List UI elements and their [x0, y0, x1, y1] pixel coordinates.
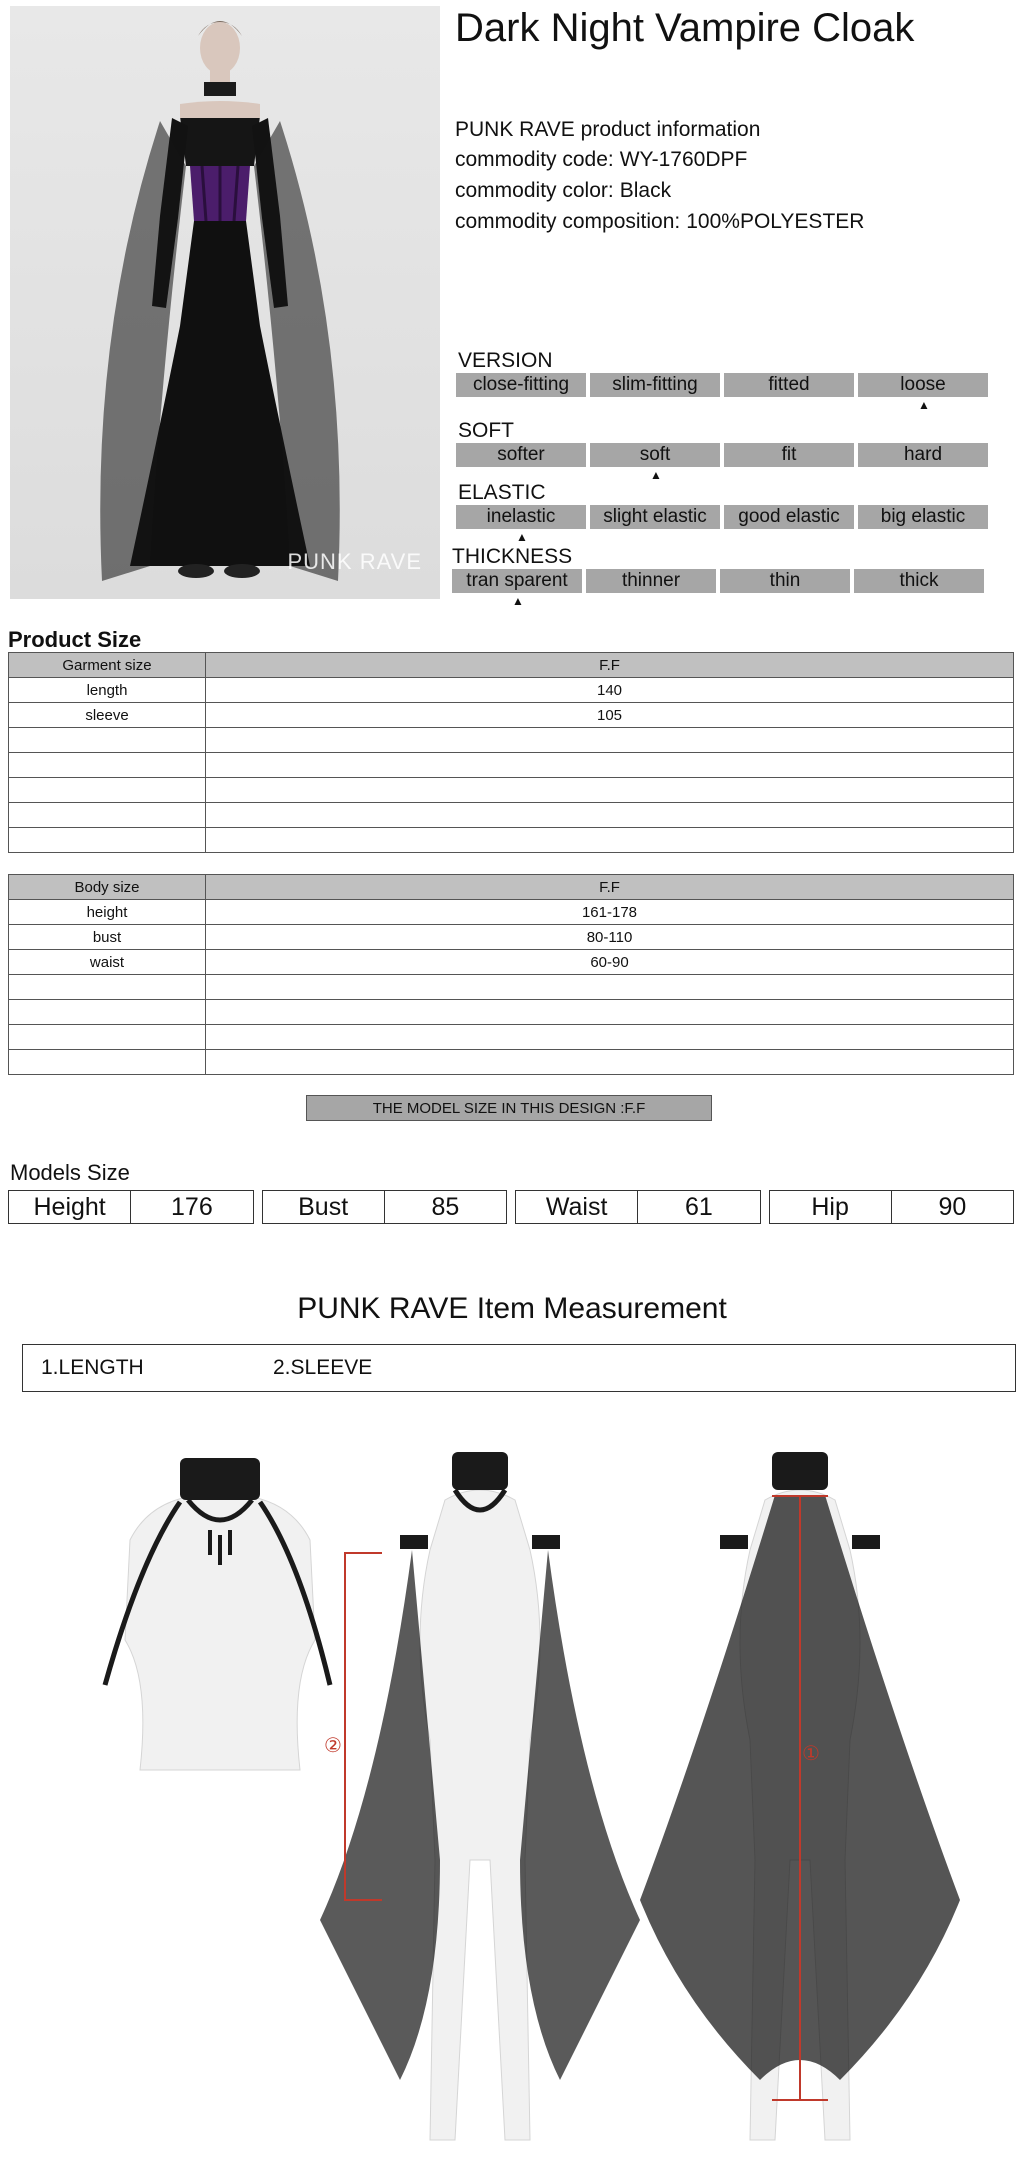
model-measure-value: 85	[384, 1191, 506, 1223]
table-cell: height	[9, 900, 206, 925]
soft-option: hard	[858, 443, 988, 467]
table-row	[9, 925, 1014, 950]
soft-selected-marker: ▲	[650, 468, 662, 482]
model-measure-value: 90	[891, 1191, 1013, 1223]
thickness-option: tran sparent	[452, 569, 582, 593]
mannequin-back-cloak	[640, 1452, 960, 2140]
product-title: Dark Night Vampire Cloak	[455, 6, 915, 50]
info-heading: PUNK RAVE product information	[455, 118, 761, 141]
commodity-code	[455, 148, 747, 172]
mannequin-front-cloak	[320, 1452, 640, 2140]
photo-watermark: PUNK RAVE	[287, 549, 422, 574]
version-option: loose	[858, 373, 988, 397]
table-row	[9, 753, 1014, 778]
thickness-selected-marker: ▲	[512, 594, 524, 608]
model-size-note: THE MODEL SIZE IN THIS DESIGN :F.F	[306, 1095, 712, 1121]
table-row	[9, 900, 1014, 925]
measurement-item-length: 1.LENGTH	[41, 1356, 144, 1379]
table-cell	[9, 728, 206, 753]
commodity-composition-value: 100%POLYESTER	[686, 210, 865, 233]
table-cell: 105	[206, 703, 1014, 728]
table-cell: 60-90	[206, 950, 1014, 975]
soft-label: SOFT	[458, 419, 514, 442]
soft-option: fit	[724, 443, 854, 467]
table-cell	[9, 828, 206, 853]
model-measure-label: Hip	[811, 1192, 849, 1221]
commodity-code-value: WY-1760DPF	[619, 148, 748, 171]
body-size-table	[8, 874, 1014, 1075]
model-measure-label: Waist	[545, 1192, 608, 1221]
elastic-option: good elastic	[724, 505, 854, 529]
table-cell	[9, 753, 206, 778]
elastic-option: inelastic	[456, 505, 586, 529]
product-size-title: Product Size	[8, 627, 142, 652]
thickness-option: thinner	[586, 569, 716, 593]
table-header-cell: Body size	[9, 875, 206, 900]
elastic-option: slight elastic	[590, 505, 720, 529]
version-scale	[456, 373, 988, 397]
table-cell	[206, 753, 1014, 778]
commodity-color	[455, 179, 671, 203]
thickness-option: thin	[720, 569, 850, 593]
mannequin-drawings	[60, 1440, 990, 2160]
commodity-color-value: Black	[619, 179, 672, 202]
garment-size-table	[8, 652, 1014, 853]
table-row	[9, 703, 1014, 728]
table-header-cell: F.F	[206, 653, 1014, 678]
table-row	[9, 1000, 1014, 1025]
table-header-cell: F.F	[206, 875, 1014, 900]
table-cell: waist	[9, 950, 206, 975]
elastic-option: big elastic	[858, 505, 988, 529]
soft-scale	[456, 443, 988, 467]
model-measure-label: Height	[33, 1192, 106, 1221]
table-header-row	[9, 875, 1014, 900]
model-measure-value: 176	[130, 1191, 252, 1223]
table-header-cell: Garment size	[9, 653, 206, 678]
table-row	[9, 678, 1014, 703]
table-row	[9, 1025, 1014, 1050]
version-option: fitted	[724, 373, 854, 397]
table-cell	[9, 778, 206, 803]
model-measure-value: 61	[637, 1191, 759, 1223]
table-row	[9, 778, 1014, 803]
table-cell: length	[9, 678, 206, 703]
table-cell	[9, 803, 206, 828]
soft-option: soft	[590, 443, 720, 467]
table-cell	[9, 1050, 206, 1075]
elastic-scale	[456, 505, 988, 529]
table-row	[9, 803, 1014, 828]
thickness-scale	[452, 569, 984, 593]
table-cell	[206, 728, 1014, 753]
table-row	[9, 728, 1014, 753]
commodity-code-label: commodity code:	[455, 148, 614, 171]
table-cell	[206, 828, 1014, 853]
soft-option: softer	[456, 443, 586, 467]
mannequin-front-accessory	[105, 1458, 330, 1770]
table-cell	[9, 975, 206, 1000]
model-measure-label: Bust	[298, 1192, 349, 1221]
table-cell	[9, 1025, 206, 1050]
version-selected-marker: ▲	[918, 398, 930, 412]
table-row	[9, 1050, 1014, 1075]
table-cell	[206, 778, 1014, 803]
commodity-composition-label: commodity composition:	[455, 210, 681, 233]
measurement-title: PUNK RAVE Item Measurement	[297, 1292, 727, 1325]
measure-marker-1: ①	[802, 1741, 820, 1765]
table-cell	[206, 1050, 1014, 1075]
measurement-illustration	[60, 1440, 990, 2160]
table-row	[9, 975, 1014, 1000]
table-cell	[206, 975, 1014, 1000]
model-measure-hip	[769, 1190, 1015, 1224]
measurement-item-sleeve: 2.SLEEVE	[273, 1356, 373, 1379]
table-cell: 161-178	[206, 900, 1014, 925]
version-label: VERSION	[458, 349, 553, 372]
elastic-selected-marker: ▲	[516, 530, 528, 544]
version-option: close-fitting	[456, 373, 586, 397]
commodity-color-label: commodity color:	[455, 179, 614, 202]
commodity-composition	[455, 210, 864, 234]
table-cell	[206, 1025, 1014, 1050]
table-cell: 140	[206, 678, 1014, 703]
model-measure-waist	[515, 1190, 761, 1224]
thickness-label: THICKNESS	[452, 545, 573, 568]
table-cell	[9, 1000, 206, 1025]
model-measure-bust	[262, 1190, 508, 1224]
thickness-option: thick	[854, 569, 984, 593]
table-cell	[206, 1000, 1014, 1025]
elastic-label: ELASTIC	[458, 481, 546, 504]
model-figure	[10, 6, 440, 599]
table-cell	[206, 803, 1014, 828]
models-size-row	[8, 1190, 1014, 1224]
model-photo	[10, 6, 440, 599]
table-cell: sleeve	[9, 703, 206, 728]
version-option: slim-fitting	[590, 373, 720, 397]
models-size-title: Models Size	[10, 1160, 130, 1185]
table-row	[9, 950, 1014, 975]
table-row	[9, 828, 1014, 853]
model-measure-height	[8, 1190, 254, 1224]
table-cell: 80-110	[206, 925, 1014, 950]
table-cell: bust	[9, 925, 206, 950]
measure-marker-2: ②	[324, 1733, 342, 1757]
measurement-legend	[22, 1344, 1016, 1392]
table-header-row	[9, 653, 1014, 678]
